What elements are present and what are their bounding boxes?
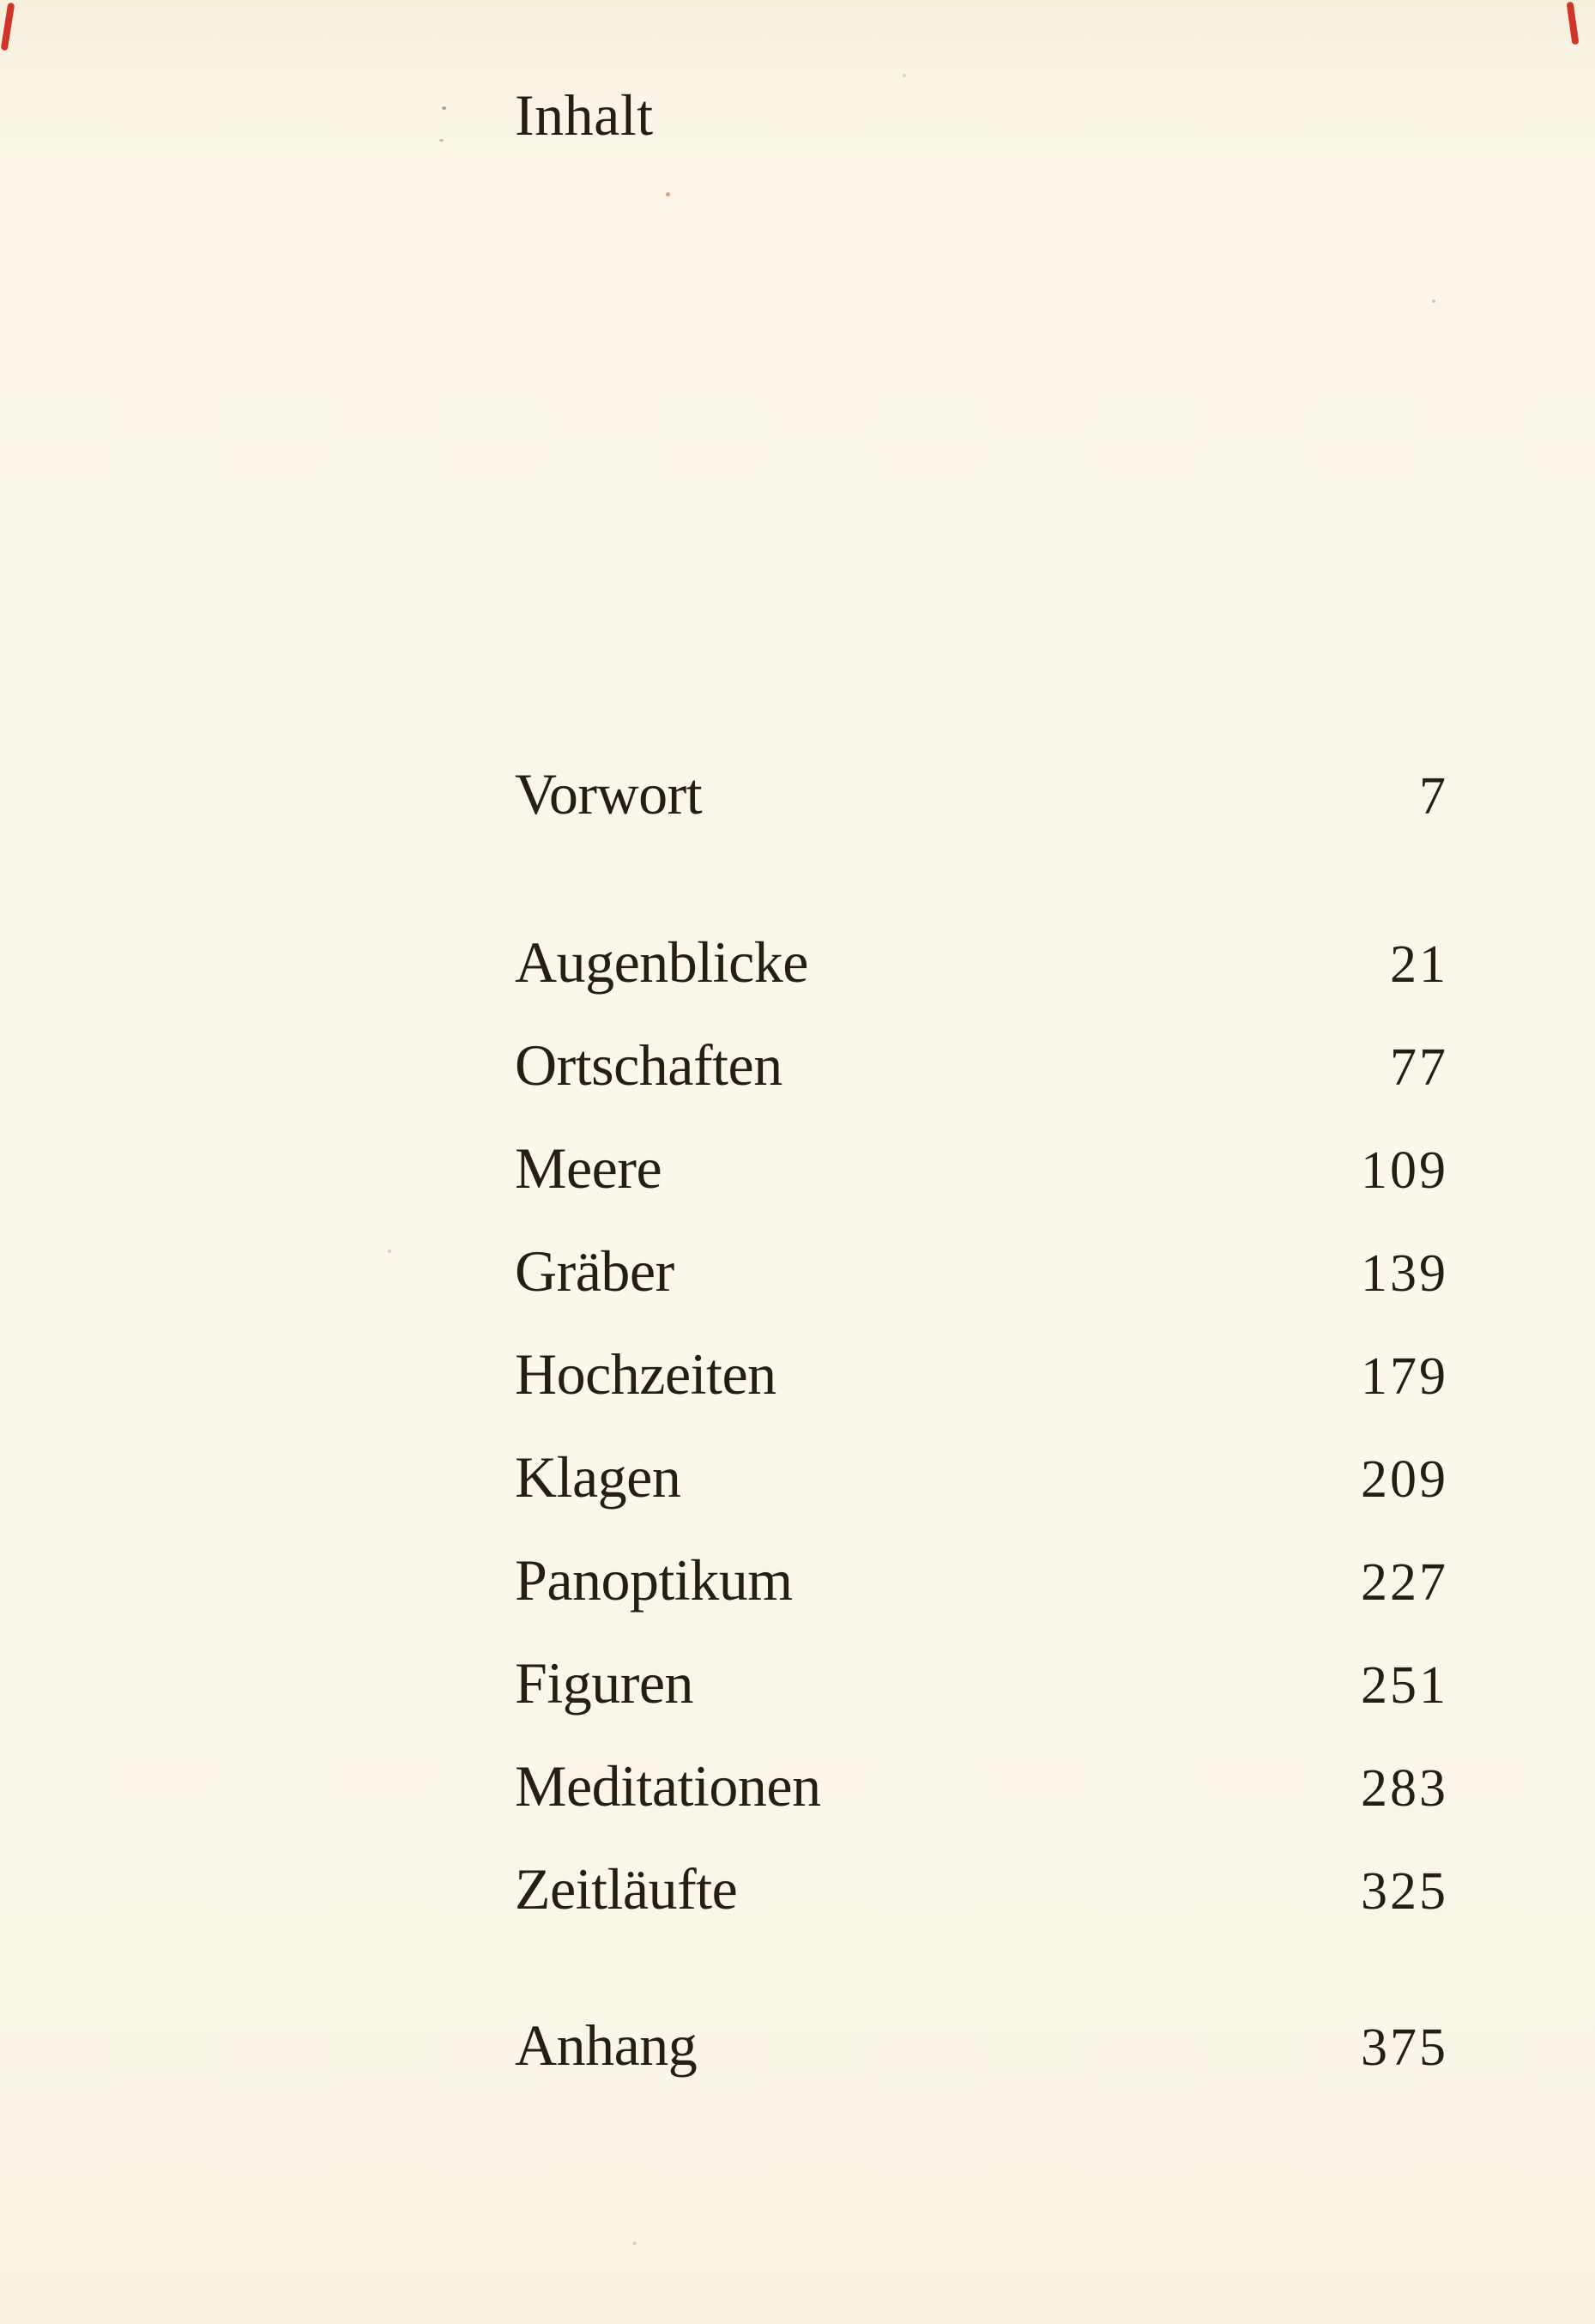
paper-speck bbox=[903, 74, 906, 77]
page-title: Inhalt bbox=[515, 82, 654, 148]
toc-entry-page-number: 77 bbox=[1390, 1038, 1448, 1097]
paper-speck bbox=[439, 139, 444, 142]
paper-speck bbox=[632, 2242, 637, 2245]
paper-speck bbox=[666, 192, 670, 197]
toc-entry-page-number: 109 bbox=[1361, 1141, 1448, 1200]
toc-entry-label: Ortschaften bbox=[515, 1032, 782, 1098]
toc-entry-label: Augenblicke bbox=[515, 929, 808, 995]
paper-speck bbox=[1432, 300, 1435, 303]
toc-entry-page-number: 7 bbox=[1419, 767, 1448, 826]
toc-entry-label: Zeitläufte bbox=[515, 1856, 738, 1922]
toc-row-chapter bbox=[515, 1856, 1448, 1963]
toc-entry-page-number: 283 bbox=[1361, 1759, 1448, 1818]
toc-entry-page-number: 251 bbox=[1361, 1656, 1448, 1715]
toc-entry-label: Gräber bbox=[515, 1238, 674, 1304]
toc-entry-label: Meere bbox=[515, 1135, 662, 1201]
toc-entry-label: Meditationen bbox=[515, 1753, 821, 1819]
toc-row-chapter bbox=[515, 1753, 1448, 1860]
toc-entry-page-number: 21 bbox=[1390, 935, 1448, 994]
toc-row-appendix bbox=[515, 2012, 1448, 2078]
toc-entry-label: Vorwort bbox=[515, 761, 703, 826]
toc-row-chapter bbox=[515, 1650, 1448, 1757]
toc-entry-page-number: 227 bbox=[1361, 1553, 1448, 1612]
paper-speck bbox=[442, 106, 446, 110]
red-edge-mark-right bbox=[1567, 2, 1580, 45]
toc-row-chapter bbox=[515, 1341, 1448, 1448]
toc-entry-page-number: 209 bbox=[1361, 1450, 1448, 1509]
toc-row-chapter bbox=[515, 1032, 1448, 1139]
toc-entry-page-number: 375 bbox=[1361, 2018, 1448, 2077]
toc-row-chapter bbox=[515, 1135, 1448, 1242]
toc-entry-page-number: 139 bbox=[1361, 1244, 1448, 1303]
toc-entry-page-number: 179 bbox=[1361, 1347, 1448, 1406]
toc-row-chapter bbox=[515, 1547, 1448, 1654]
toc-chapter-list bbox=[515, 929, 1448, 1963]
toc-entry-label: Klagen bbox=[515, 1444, 681, 1510]
toc-entry-label: Figuren bbox=[515, 1650, 694, 1716]
toc-entry-page-number: 325 bbox=[1361, 1862, 1448, 1921]
paper-speck bbox=[388, 1250, 391, 1253]
toc-entry-label: Panoptikum bbox=[515, 1547, 793, 1613]
toc-row-chapter bbox=[515, 1444, 1448, 1551]
toc-entry-label: Hochzeiten bbox=[515, 1341, 776, 1407]
toc-entry-label: Anhang bbox=[515, 2012, 698, 2078]
toc-row-chapter bbox=[515, 929, 1448, 1036]
toc-row-preface bbox=[515, 761, 1448, 826]
red-edge-mark-left bbox=[1, 3, 15, 51]
toc-row-chapter bbox=[515, 1238, 1448, 1345]
